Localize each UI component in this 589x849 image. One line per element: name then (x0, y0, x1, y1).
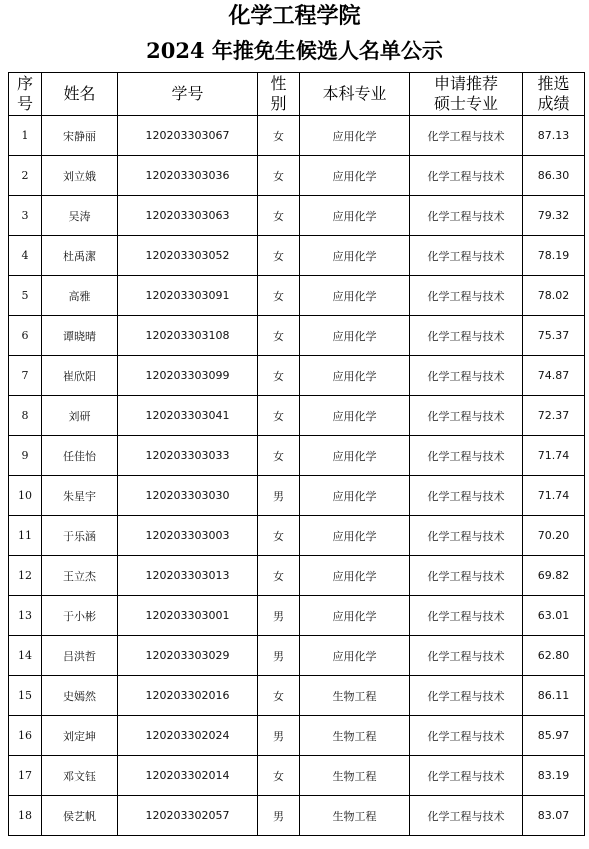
major-cell: 生物工程 (300, 676, 410, 716)
major-cell: 应用化学 (300, 636, 410, 676)
table-row (9, 196, 585, 236)
target-major-cell: 化学工程与技术 (410, 716, 523, 756)
major-cell: 应用化学 (300, 196, 410, 236)
score-cell: 71.74 (523, 436, 585, 476)
name-cell: 刘立娥 (42, 156, 118, 196)
score-cell: 63.01 (523, 596, 585, 636)
table-row (9, 476, 585, 516)
header-text: 成绩 (537, 94, 570, 113)
seq-cell: 15 (9, 676, 42, 716)
major-cell: 应用化学 (300, 476, 410, 516)
student-id-cell: 120203302024 (118, 716, 258, 756)
header-text: 学号 (171, 84, 204, 103)
major-cell: 应用化学 (300, 516, 410, 556)
student-id-cell: 120203303001 (118, 596, 258, 636)
col-header-student-id (118, 73, 258, 116)
gender-cell: 女 (258, 556, 300, 596)
score-cell: 87.13 (523, 116, 585, 156)
document-title: 化学工程学院 (228, 3, 361, 29)
name-cell: 崔欣阳 (42, 356, 118, 396)
target-major-cell: 化学工程与技术 (410, 236, 523, 276)
name-cell: 于小彬 (42, 596, 118, 636)
col-header-name (42, 73, 118, 116)
score-cell: 78.02 (523, 276, 585, 316)
name-cell: 邓文钰 (42, 756, 118, 796)
table-row (9, 636, 585, 676)
header-text: 姓名 (63, 84, 96, 103)
col-header-major (300, 73, 410, 116)
gender-cell: 男 (258, 716, 300, 756)
col-header-target-major (410, 73, 523, 116)
header-text: 序 (16, 74, 33, 93)
name-cell: 谭晓晴 (42, 316, 118, 356)
target-major-cell: 化学工程与技术 (410, 116, 523, 156)
table-row (9, 556, 585, 596)
table-row (9, 276, 585, 316)
target-major-cell: 化学工程与技术 (410, 756, 523, 796)
gender-cell: 女 (258, 436, 300, 476)
gender-cell: 男 (258, 596, 300, 636)
header-text: 推选 (537, 74, 570, 93)
major-cell: 应用化学 (300, 276, 410, 316)
score-cell: 79.32 (523, 196, 585, 236)
major-cell: 生物工程 (300, 796, 410, 836)
gender-cell: 男 (258, 476, 300, 516)
gender-cell: 女 (258, 516, 300, 556)
score-cell: 70.20 (523, 516, 585, 556)
table-row (9, 436, 585, 476)
gender-cell: 女 (258, 196, 300, 236)
score-cell: 86.11 (523, 676, 585, 716)
student-id-cell: 120203303036 (118, 156, 258, 196)
seq-cell: 6 (9, 316, 42, 356)
table-row (9, 236, 585, 276)
name-cell: 吴涛 (42, 196, 118, 236)
score-cell: 83.07 (523, 796, 585, 836)
major-cell: 应用化学 (300, 236, 410, 276)
gender-cell: 女 (258, 756, 300, 796)
student-id-cell: 120203302014 (118, 756, 258, 796)
major-cell: 应用化学 (300, 596, 410, 636)
table-row (9, 116, 585, 156)
student-id-cell: 120203303067 (118, 116, 258, 156)
student-id-cell: 120203303033 (118, 436, 258, 476)
major-cell: 生物工程 (300, 716, 410, 756)
seq-cell: 8 (9, 396, 42, 436)
seq-cell: 5 (9, 276, 42, 316)
student-id-cell: 120203303030 (118, 476, 258, 516)
name-cell: 王立杰 (42, 556, 118, 596)
student-id-cell: 120203303063 (118, 196, 258, 236)
student-id-cell: 120203303041 (118, 396, 258, 436)
target-major-cell: 化学工程与技术 (410, 676, 523, 716)
table-row (9, 396, 585, 436)
seq-cell: 16 (9, 716, 42, 756)
score-cell: 69.82 (523, 556, 585, 596)
score-cell: 74.87 (523, 356, 585, 396)
name-cell: 任佳怡 (42, 436, 118, 476)
student-id-cell: 120203302016 (118, 676, 258, 716)
header-text: 硕士专业 (433, 94, 498, 113)
header-text: 号 (16, 94, 33, 113)
major-cell: 应用化学 (300, 116, 410, 156)
score-cell: 85.97 (523, 716, 585, 756)
student-id-cell: 120203303091 (118, 276, 258, 316)
col-header-seq (9, 73, 42, 116)
seq-cell: 9 (9, 436, 42, 476)
seq-cell: 3 (9, 196, 42, 236)
gender-cell: 女 (258, 276, 300, 316)
target-major-cell: 化学工程与技术 (410, 156, 523, 196)
student-id-cell: 120203302057 (118, 796, 258, 836)
major-cell: 应用化学 (300, 356, 410, 396)
candidate-table (8, 72, 585, 836)
name-cell: 朱星宇 (42, 476, 118, 516)
table-row (9, 516, 585, 556)
table-row (9, 356, 585, 396)
table-row (9, 316, 585, 356)
target-major-cell: 化学工程与技术 (410, 796, 523, 836)
header-text: 别 (270, 94, 287, 113)
table-body (9, 116, 585, 836)
seq-cell: 7 (9, 356, 42, 396)
header-text: 本科专业 (322, 84, 387, 103)
name-cell: 刘定坤 (42, 716, 118, 756)
target-major-cell: 化学工程与技术 (410, 556, 523, 596)
target-major-cell: 化学工程与技术 (410, 396, 523, 436)
col-header-score (523, 73, 585, 116)
seq-cell: 12 (9, 556, 42, 596)
seq-cell: 2 (9, 156, 42, 196)
gender-cell: 女 (258, 236, 300, 276)
seq-cell: 13 (9, 596, 42, 636)
seq-cell: 10 (9, 476, 42, 516)
seq-cell: 14 (9, 636, 42, 676)
gender-cell: 女 (258, 396, 300, 436)
seq-cell: 4 (9, 236, 42, 276)
table-row (9, 756, 585, 796)
name-cell: 吕洪哲 (42, 636, 118, 676)
major-cell: 应用化学 (300, 316, 410, 356)
score-cell: 72.37 (523, 396, 585, 436)
target-major-cell: 化学工程与技术 (410, 596, 523, 636)
gender-cell: 女 (258, 356, 300, 396)
seq-cell: 18 (9, 796, 42, 836)
gender-cell: 女 (258, 156, 300, 196)
target-major-cell: 化学工程与技术 (410, 196, 523, 236)
document-subtitle: 2024 年推免生候选人名单公示 (146, 38, 443, 63)
major-cell: 应用化学 (300, 556, 410, 596)
major-cell: 应用化学 (300, 436, 410, 476)
student-id-cell: 120203303003 (118, 516, 258, 556)
header-text: 性 (270, 74, 287, 93)
seq-cell: 17 (9, 756, 42, 796)
score-cell: 62.80 (523, 636, 585, 676)
score-cell: 71.74 (523, 476, 585, 516)
target-major-cell: 化学工程与技术 (410, 316, 523, 356)
student-id-cell: 120203303108 (118, 316, 258, 356)
major-cell: 应用化学 (300, 396, 410, 436)
name-cell: 宋静丽 (42, 116, 118, 156)
gender-cell: 男 (258, 796, 300, 836)
table-row (9, 796, 585, 836)
gender-cell: 女 (258, 116, 300, 156)
target-major-cell: 化学工程与技术 (410, 436, 523, 476)
name-cell: 于乐涵 (42, 516, 118, 556)
target-major-cell: 化学工程与技术 (410, 636, 523, 676)
score-cell: 75.37 (523, 316, 585, 356)
score-cell: 78.19 (523, 236, 585, 276)
table-row (9, 676, 585, 716)
name-cell: 侯艺帆 (42, 796, 118, 836)
student-id-cell: 120203303013 (118, 556, 258, 596)
student-id-cell: 120203303052 (118, 236, 258, 276)
gender-cell: 男 (258, 636, 300, 676)
name-cell: 杜禹潔 (42, 236, 118, 276)
header-text: 申请推荐 (433, 74, 498, 93)
score-cell: 86.30 (523, 156, 585, 196)
seq-cell: 11 (9, 516, 42, 556)
target-major-cell: 化学工程与技术 (410, 356, 523, 396)
table-header-row (9, 73, 585, 116)
target-major-cell: 化学工程与技术 (410, 476, 523, 516)
major-cell: 生物工程 (300, 756, 410, 796)
name-cell: 史嫣然 (42, 676, 118, 716)
table-row (9, 596, 585, 636)
student-id-cell: 120203303029 (118, 636, 258, 676)
gender-cell: 女 (258, 676, 300, 716)
major-cell: 应用化学 (300, 156, 410, 196)
target-major-cell: 化学工程与技术 (410, 276, 523, 316)
col-header-gender (258, 73, 300, 116)
gender-cell: 女 (258, 316, 300, 356)
table-row (9, 716, 585, 756)
student-id-cell: 120203303099 (118, 356, 258, 396)
name-cell: 刘研 (42, 396, 118, 436)
seq-cell: 1 (9, 116, 42, 156)
name-cell: 高雅 (42, 276, 118, 316)
table-row (9, 156, 585, 196)
score-cell: 83.19 (523, 756, 585, 796)
target-major-cell: 化学工程与技术 (410, 516, 523, 556)
